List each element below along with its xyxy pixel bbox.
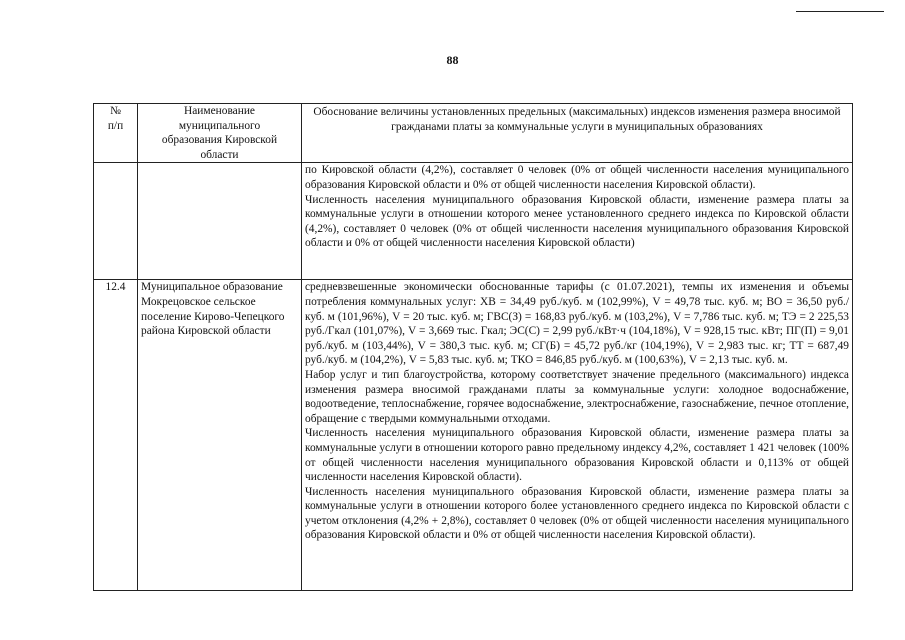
row-municipality: Муниципальное образование Мокрецовское сельское поселение Кирово-Чепецкого района Кировской области bbox=[138, 280, 302, 591]
paragraph-services: Набор услуг и тип благоустройства, которому соответствует значение предельного (максимального) индекса изменения размера вносимой гражданами платы за коммунальные услуги: холодное водоснабжение, водоотведение, теплоснабжение, горячее водоснабжение, электроснабжение, газоснабжение, печное отопление, обращение с твердыми коммунальными отходами. bbox=[305, 368, 849, 425]
top-rule bbox=[796, 11, 884, 12]
page-number: 88 bbox=[446, 53, 459, 67]
row-number bbox=[94, 163, 138, 280]
table-row-12-4 bbox=[94, 280, 853, 591]
paragraph-population-equal: Численность населения муниципального образования Кировской области, изменение размера платы за коммунальные услуги в отношении которого равно предельному индексу 4,2%, составляет 1 421 человек (100% от общей численности населения муниципального образования Кировской области и 0,113% от общей численности населения Кировской области). bbox=[305, 427, 849, 484]
header-name: Наименование муниципального образования Кировской области bbox=[138, 104, 302, 163]
row-municipality bbox=[138, 163, 302, 280]
row-justification bbox=[302, 163, 853, 280]
tariff-table bbox=[93, 103, 853, 591]
table-row-continuation bbox=[94, 163, 853, 280]
paragraph-population-above: Численность населения муниципального образования Кировской области, изменение размера платы за коммунальные услуги в отношении которого более установленного среднего индекса по Кировской области с учетом отклонения (4,2% + 2,8%), составляет 0 человек (0% от общей численности населения муниципального образования Кировской области и 0% от общей численности населения Кировской области). bbox=[305, 485, 849, 542]
row-number: 12.4 bbox=[94, 280, 138, 591]
table-header-row bbox=[94, 104, 853, 163]
header-num: № п/п bbox=[94, 104, 138, 163]
row-justification bbox=[302, 280, 853, 591]
header-justification: Обоснование величины установленных предельных (максимальных) индексов изменения размера вносимой гражданами платы за коммунальные услуги в муниципальных образованиях bbox=[302, 104, 853, 163]
paragraph-tariffs: средневзвешенные экономически обоснованные тарифы (с 01.07.2021), темпы их изменения и объемы потребления коммунальных услуг: ХВ = 34,49 руб./куб. м (102,99%), V = 49,78 тыс. куб. м; ВО = 36,50 руб./куб. м (101,96%), V = 20 тыс. куб. м; ГВС(З) = 168,83 руб./куб. м (103,2%), V = 7,786 тыс. куб. м; ТЭ = 2 225,53 руб./Гкал (101,07%), V = 3,669 тыс. Гкал; ЭС(С) = 2,99 руб./кВт·ч (104,18%), V = 928,15 тыс. кВт; ПГ(П) = 9,01 руб./куб. м (103,44%), V = 380,3 тыс. куб. м; СГ(Б) = 45,72 руб./кг (104,19%), V = 2,983 тыс. кг; ТТ = 687,49 руб./куб. м (104,2%), V = 5,83 тыс. куб. м; ТКО = 846,85 руб./куб. м (100,63%), V = 2,13 тыс. куб. м. bbox=[305, 281, 849, 367]
paragraph: по Кировской области (4,2%), составляет 0 человек (0% от общей численности населения муниципального образования Кировской области и 0% от общей численности населения Кировской области). bbox=[305, 164, 849, 191]
paragraph: Численность населения муниципального образования Кировской области, изменение размера платы за коммунальные услуги в отношении которого менее установленного среднего индекса по Кировской области (4,2%), составляет 0 человек (0% от общей численности населения муниципального образования Кировской области и 0% от общей численности населения Кировской области) bbox=[305, 193, 849, 250]
